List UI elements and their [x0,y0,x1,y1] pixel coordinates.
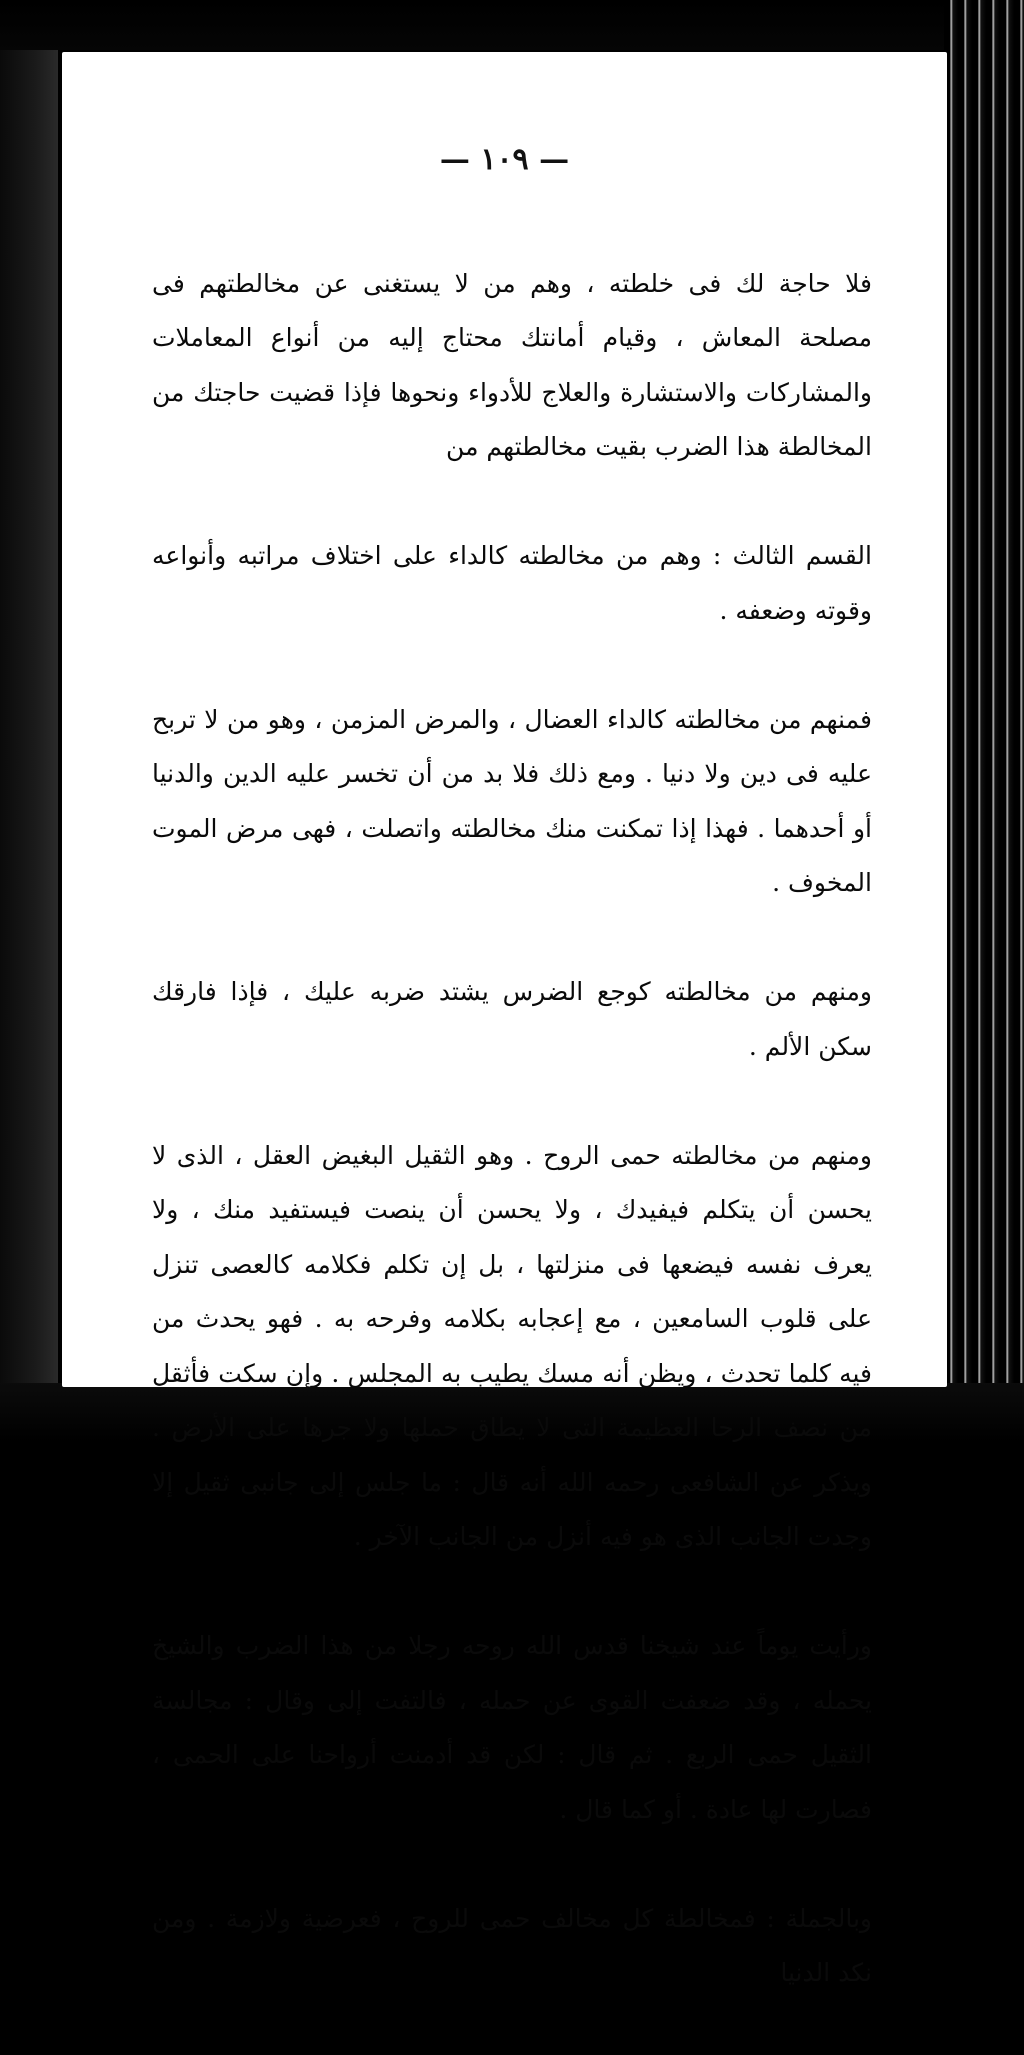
paragraph: القسم الثالث : وهم من مخالطته كالداء على اختلاف مراتبه وأنواعه وقوته وضعفه . [152,541,872,625]
paragraph: وبالجملة : فمخالطة كل مخالف حمى للروح ، فعرضية ولازمة . ومن نكد الدنيا [152,1903,872,1987]
paragraph: ومنهم من مخالطته كوجع الضرس يشتد ضربه عليك ، فإذا فارقك سكن الألم . [152,977,872,1061]
paragraph: فلا حاجة لك فى خلطته ، وهم من لا يستغنى عن مخالطتهم فى مصلحة المعاش ، وقيام أمانتك محتاج إليه من أنواع المعاملات والمشاركات والاستشارة والعلاج للأدواء ونحوها فإذا قضيت حاجتك من المخالطة هذا الضرب بقيت مخالطتهم من [152,268,872,461]
paragraph: ورأيت يوماً عند شيخنا قدس الله روحه رجلا من هذا الضرب والشيخ يحمله ، وقد ضعفت القوى عن حمله ، فالتفت إلى وقال : مجالسة الثقيل حمى الربع . ثم قال : لكن قد أدمنت أرواحنا على الحمى ، فصارت لها عادة . أو كما قال . [152,1631,872,1824]
scan-left-edge [0,0,58,1443]
page-number: — ١٠٩ — [439,142,570,177]
scan-right-edge [944,0,1024,1443]
paragraph: ومنهم من مخالطته حمى الروح . وهو الثقيل البغيض العقل ، الذى لا يحسن أن يتكلم فيفيدك ، ولا يحسن أن ينصت فيستفيد منك ، ولا يعرف نفسه فيضعها فى منزلتها ، بل إن تكلم فكلامه كالعصى تنزل على قلوب السامعين ، مع إعجابه بكلامه وفرحه به . فهو يحدث من فيه كلما تحدث ، ويظن أنه مسك يطيب به المجلس . وإن سكت فأثقل من نصف الرحا العظيمة التى لا يطاق حملها ولا جرها على الأرض . ويذكر عن الشافعى رحمه الله أنه قال : ما جلس إلى جانبى ثقيل إلا وجدت الجانب الذى هو فيه أنزل من الجانب الآخر . [152,1140,872,1551]
book-page [62,52,947,1987]
scan-top-edge [0,0,1024,50]
body-text [152,202,872,2055]
paragraph: فمنهم من مخالطته كالداء العضال ، والمرض المزمن ، وهو من لا تربح عليه فى دين ولا دنيا . ومع ذلك فلا بد من أن تخسر عليه الدين والدنيا أو أحدهما . فهذا إذا تمكنت منك مخالطته واتصلت ، فهى مرض الموت المخوف . [152,704,872,897]
